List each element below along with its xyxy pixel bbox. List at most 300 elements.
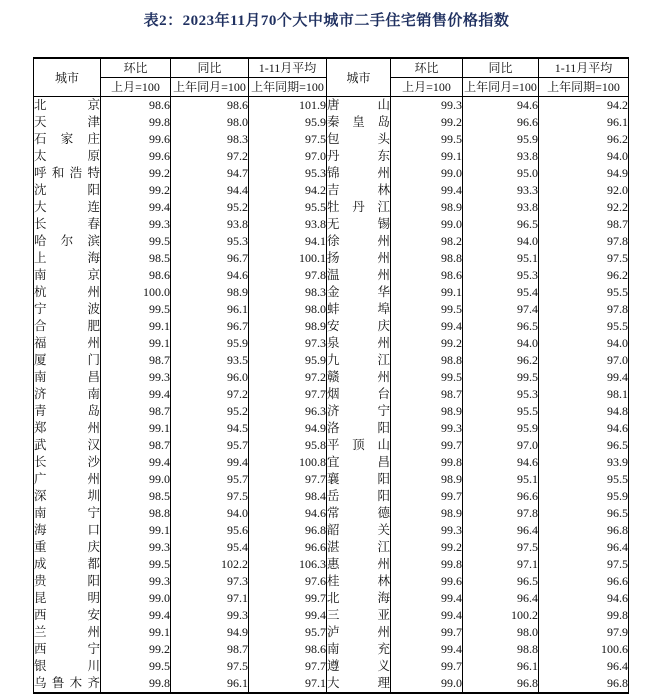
- city-cell: 天津: [34, 115, 100, 129]
- mom-cell: 99.2: [101, 165, 171, 182]
- avg-cell: 100.1: [249, 250, 327, 267]
- mom-cell: 99.5: [101, 301, 171, 318]
- avg-cell: 97.7: [249, 386, 327, 403]
- yoy-cell: 96.1: [171, 675, 249, 693]
- yoy-cell: 95.2: [171, 199, 249, 216]
- avg-cell: 94.9: [249, 420, 327, 437]
- yoy-cell: 96.7: [171, 250, 249, 267]
- table-row: [34, 437, 629, 454]
- mom-cell: 98.5: [101, 250, 171, 267]
- yoy-cell: 94.0: [463, 233, 539, 250]
- yoy-cell: 94.6: [463, 97, 539, 115]
- avg-cell: 101.9: [249, 97, 327, 115]
- city-cell: 韶关: [327, 523, 390, 537]
- yoy-cell: 95.2: [171, 403, 249, 420]
- table-row: [34, 624, 629, 641]
- city-cell: 岳阳: [327, 489, 390, 503]
- mom-cell: 98.8: [391, 352, 463, 369]
- yoy-cell: 94.7: [171, 165, 249, 182]
- city-cell: 深圳: [34, 489, 100, 503]
- avg-cell: 97.8: [249, 267, 327, 284]
- yoy-cell: 93.5: [171, 352, 249, 369]
- mom-cell: 99.4: [391, 182, 463, 199]
- city-cell: 海口: [34, 523, 100, 537]
- yoy-cell: 95.4: [463, 284, 539, 301]
- header-avg-left: 1-11月平均: [249, 58, 327, 78]
- mom-cell: 99.0: [101, 590, 171, 607]
- city-cell: 南宁: [34, 506, 100, 520]
- avg-cell: 94.0: [539, 148, 629, 165]
- yoy-cell: 97.2: [171, 386, 249, 403]
- avg-cell: 94.6: [539, 590, 629, 607]
- yoy-cell: 96.1: [463, 658, 539, 675]
- yoy-cell: 98.7: [171, 641, 249, 658]
- table-row: [34, 539, 629, 556]
- mom-cell: 99.3: [101, 539, 171, 556]
- avg-cell: 93.8: [249, 216, 327, 233]
- table-header: [34, 58, 629, 97]
- mom-cell: 98.8: [391, 250, 463, 267]
- mom-cell: 99.0: [391, 165, 463, 182]
- city-cell: 西宁: [34, 642, 100, 656]
- city-cell: 呼和浩特: [34, 166, 100, 180]
- city-cell: 宜昌: [327, 455, 390, 469]
- yoy-cell: 95.5: [463, 403, 539, 420]
- city-cell: 合肥: [34, 319, 100, 333]
- table-row: [34, 403, 629, 420]
- mom-cell: 99.6: [391, 573, 463, 590]
- avg-cell: 99.8: [539, 607, 629, 624]
- avg-cell: 95.3: [249, 165, 327, 182]
- header-city-right: 城市: [327, 58, 391, 97]
- avg-cell: 96.5: [539, 437, 629, 454]
- city-cell: 重庆: [34, 540, 100, 554]
- avg-cell: 97.7: [249, 471, 327, 488]
- yoy-cell: 95.0: [463, 165, 539, 182]
- city-cell: 成都: [34, 557, 100, 571]
- yoy-cell: 94.0: [171, 505, 249, 522]
- header-city-left: 城市: [34, 58, 101, 97]
- header-avg-base-left: 上年同期=100: [249, 78, 327, 97]
- city-cell: 包头: [327, 132, 390, 146]
- table-row: [34, 522, 629, 539]
- header-mom-left: 环比: [101, 58, 171, 78]
- city-cell: 秦皇岛: [327, 115, 390, 129]
- mom-cell: 99.0: [101, 471, 171, 488]
- mom-cell: 99.5: [101, 233, 171, 250]
- mom-cell: 98.9: [391, 403, 463, 420]
- avg-cell: 97.0: [539, 352, 629, 369]
- mom-cell: 99.4: [101, 199, 171, 216]
- mom-cell: 99.1: [391, 284, 463, 301]
- city-cell: 泉州: [327, 336, 390, 350]
- yoy-cell: 97.4: [463, 301, 539, 318]
- mom-cell: 99.7: [391, 624, 463, 641]
- table-row: [34, 301, 629, 318]
- mom-cell: 99.6: [101, 131, 171, 148]
- header-yoy-base-left: 上年同月=100: [171, 78, 249, 97]
- mom-cell: 99.0: [391, 216, 463, 233]
- avg-cell: 94.6: [249, 505, 327, 522]
- mom-cell: 99.1: [101, 335, 171, 352]
- mom-cell: 99.4: [101, 386, 171, 403]
- avg-cell: 95.5: [539, 284, 629, 301]
- avg-cell: 98.9: [249, 318, 327, 335]
- avg-cell: 96.8: [539, 675, 629, 693]
- yoy-cell: 93.8: [463, 148, 539, 165]
- avg-cell: 97.8: [539, 233, 629, 250]
- yoy-cell: 98.0: [463, 624, 539, 641]
- avg-cell: 100.6: [539, 641, 629, 658]
- city-cell: 上海: [34, 251, 100, 265]
- city-cell: 赣州: [327, 370, 390, 384]
- yoy-cell: 94.9: [171, 624, 249, 641]
- avg-cell: 96.2: [539, 131, 629, 148]
- yoy-cell: 96.5: [463, 216, 539, 233]
- mom-cell: 99.4: [101, 454, 171, 471]
- mom-cell: 99.5: [391, 301, 463, 318]
- header-row-main: [34, 58, 629, 78]
- yoy-cell: 102.2: [171, 556, 249, 573]
- avg-cell: 95.5: [539, 471, 629, 488]
- city-cell: 北海: [327, 591, 390, 605]
- avg-cell: 97.7: [249, 658, 327, 675]
- avg-cell: 97.2: [249, 369, 327, 386]
- table-row: [34, 250, 629, 267]
- avg-cell: 96.6: [249, 539, 327, 556]
- city-cell: 长春: [34, 217, 100, 231]
- yoy-cell: 97.5: [463, 539, 539, 556]
- yoy-cell: 99.3: [171, 607, 249, 624]
- mom-cell: 98.7: [391, 386, 463, 403]
- avg-cell: 94.1: [249, 233, 327, 250]
- table-row: [34, 97, 629, 115]
- table-row: [34, 420, 629, 437]
- mom-cell: 98.7: [101, 437, 171, 454]
- mom-cell: 98.7: [101, 352, 171, 369]
- avg-cell: 94.0: [539, 335, 629, 352]
- table-row: [34, 369, 629, 386]
- yoy-cell: 98.9: [171, 284, 249, 301]
- mom-cell: 99.1: [101, 420, 171, 437]
- avg-cell: 97.5: [539, 250, 629, 267]
- mom-cell: 99.3: [101, 216, 171, 233]
- header-mom-right: 环比: [391, 58, 463, 78]
- yoy-cell: 98.8: [463, 641, 539, 658]
- table-row: [34, 216, 629, 233]
- page-title: 表2：2023年11月70个大中城市二手住宅销售价格指数: [143, 13, 510, 29]
- mom-cell: 98.9: [391, 471, 463, 488]
- mom-cell: 98.9: [391, 505, 463, 522]
- city-cell: 贵阳: [34, 574, 100, 588]
- city-cell: 西安: [34, 608, 100, 622]
- mom-cell: 99.3: [391, 97, 463, 115]
- city-cell: 厦门: [34, 353, 100, 367]
- yoy-cell: 93.8: [463, 199, 539, 216]
- mom-cell: 98.6: [101, 97, 171, 115]
- yoy-cell: 95.9: [463, 131, 539, 148]
- yoy-cell: 95.7: [171, 437, 249, 454]
- city-cell: 牡丹江: [327, 200, 390, 214]
- avg-cell: 95.9: [539, 488, 629, 505]
- city-cell: 郑州: [34, 421, 100, 435]
- header-mom-base-left: 上月=100: [101, 78, 171, 97]
- yoy-cell: 95.9: [463, 420, 539, 437]
- avg-cell: 99.4: [249, 607, 327, 624]
- city-cell: 昆明: [34, 591, 100, 605]
- table-row: [34, 131, 629, 148]
- yoy-cell: 97.5: [171, 658, 249, 675]
- mom-cell: 99.3: [101, 369, 171, 386]
- avg-cell: 94.9: [539, 165, 629, 182]
- city-cell: 广州: [34, 472, 100, 486]
- city-cell: 太原: [34, 149, 100, 163]
- table-row: [34, 165, 629, 182]
- yoy-cell: 97.0: [463, 437, 539, 454]
- yoy-cell: 93.3: [463, 182, 539, 199]
- mom-cell: 98.7: [101, 403, 171, 420]
- city-cell: 唐山: [327, 98, 390, 112]
- mom-cell: 98.2: [391, 233, 463, 250]
- yoy-cell: 96.8: [463, 675, 539, 693]
- avg-cell: 96.6: [539, 573, 629, 590]
- avg-cell: 95.9: [249, 114, 327, 131]
- avg-cell: 97.6: [249, 573, 327, 590]
- avg-cell: 95.9: [249, 352, 327, 369]
- avg-cell: 100.8: [249, 454, 327, 471]
- avg-cell: 98.1: [539, 386, 629, 403]
- yoy-cell: 97.5: [171, 488, 249, 505]
- avg-cell: 97.5: [539, 556, 629, 573]
- city-cell: 济宁: [327, 404, 390, 418]
- mom-cell: 99.8: [391, 454, 463, 471]
- mom-cell: 99.8: [101, 114, 171, 131]
- avg-cell: 98.6: [249, 641, 327, 658]
- city-cell: 无锡: [327, 217, 390, 231]
- price-index-table: [33, 57, 629, 694]
- city-cell: 烟台: [327, 387, 390, 401]
- avg-cell: 106.3: [249, 556, 327, 573]
- city-cell: 哈尔滨: [34, 234, 100, 248]
- table-row: [34, 505, 629, 522]
- avg-cell: 94.2: [249, 182, 327, 199]
- city-cell: 石家庄: [34, 132, 100, 146]
- mom-cell: 99.1: [101, 624, 171, 641]
- mom-cell: 99.4: [391, 318, 463, 335]
- avg-cell: 92.0: [539, 182, 629, 199]
- city-cell: 沈阳: [34, 183, 100, 197]
- avg-cell: 95.8: [249, 437, 327, 454]
- city-cell: 青岛: [34, 404, 100, 418]
- city-cell: 徐州: [327, 234, 390, 248]
- table-row: [34, 658, 629, 675]
- city-cell: 南充: [327, 642, 390, 656]
- mom-cell: 99.6: [101, 148, 171, 165]
- mom-cell: 98.5: [101, 488, 171, 505]
- city-cell: 桂林: [327, 574, 390, 588]
- city-cell: 吉林: [327, 183, 390, 197]
- city-cell: 大连: [34, 200, 100, 214]
- table-row: [34, 454, 629, 471]
- yoy-cell: 97.1: [171, 590, 249, 607]
- table-row: [34, 488, 629, 505]
- mom-cell: 99.2: [101, 182, 171, 199]
- avg-cell: 97.9: [539, 624, 629, 641]
- city-cell: 常德: [327, 506, 390, 520]
- avg-cell: 98.4: [249, 488, 327, 505]
- table-row: [34, 267, 629, 284]
- avg-cell: 94.8: [539, 403, 629, 420]
- yoy-cell: 93.8: [171, 216, 249, 233]
- yoy-cell: 94.5: [171, 420, 249, 437]
- mom-cell: 99.1: [391, 148, 463, 165]
- city-cell: 惠州: [327, 557, 390, 571]
- table-row: [34, 233, 629, 250]
- mom-cell: 99.5: [101, 556, 171, 573]
- table-row: [34, 386, 629, 403]
- avg-cell: 97.8: [539, 301, 629, 318]
- avg-cell: 95.5: [539, 318, 629, 335]
- table-row: [34, 148, 629, 165]
- avg-cell: 98.0: [249, 301, 327, 318]
- yoy-cell: 94.0: [463, 335, 539, 352]
- table-row: [34, 352, 629, 369]
- yoy-cell: 96.1: [171, 301, 249, 318]
- table-row: [34, 284, 629, 301]
- mom-cell: 99.7: [391, 437, 463, 454]
- city-cell: 济南: [34, 387, 100, 401]
- avg-cell: 95.5: [249, 199, 327, 216]
- header-avg-base-right: 上年同期=100: [539, 78, 629, 97]
- city-cell: 银川: [34, 659, 100, 673]
- city-cell: 平顶山: [327, 438, 390, 452]
- table-row: [34, 182, 629, 199]
- city-cell: 北京: [34, 98, 100, 112]
- city-cell: 长沙: [34, 455, 100, 469]
- city-cell: 杭州: [34, 285, 100, 299]
- mom-cell: 99.8: [391, 556, 463, 573]
- avg-cell: 95.7: [249, 624, 327, 641]
- mom-cell: 99.2: [391, 539, 463, 556]
- table-row: [34, 590, 629, 607]
- city-cell: 丹东: [327, 149, 390, 163]
- yoy-cell: 95.9: [171, 335, 249, 352]
- yoy-cell: 97.2: [171, 148, 249, 165]
- yoy-cell: 99.4: [171, 454, 249, 471]
- city-cell: 大理: [327, 675, 391, 693]
- yoy-cell: 96.0: [171, 369, 249, 386]
- avg-cell: 96.8: [249, 522, 327, 539]
- yoy-cell: 95.3: [463, 386, 539, 403]
- city-cell: 蚌埠: [327, 302, 390, 316]
- yoy-cell: 98.0: [171, 114, 249, 131]
- mom-cell: 99.3: [391, 420, 463, 437]
- header-yoy-base-right: 上年同月=100: [463, 78, 539, 97]
- mom-cell: 99.5: [101, 658, 171, 675]
- city-cell: 兰州: [34, 625, 100, 639]
- avg-cell: 96.3: [249, 403, 327, 420]
- city-cell: 安庆: [327, 319, 390, 333]
- mom-cell: 99.0: [391, 675, 463, 693]
- city-cell: 扬州: [327, 251, 390, 265]
- table-row: [34, 114, 629, 131]
- table-row: [34, 641, 629, 658]
- yoy-cell: 97.1: [463, 556, 539, 573]
- avg-cell: 99.7: [249, 590, 327, 607]
- mom-cell: 100.0: [101, 284, 171, 301]
- mom-cell: 98.6: [101, 267, 171, 284]
- table-row: [34, 607, 629, 624]
- yoy-cell: 95.6: [171, 522, 249, 539]
- table-body: [34, 97, 629, 694]
- table-row: [34, 335, 629, 352]
- mom-cell: 99.5: [391, 131, 463, 148]
- mom-cell: 99.4: [391, 607, 463, 624]
- city-cell: 湛江: [327, 540, 390, 554]
- mom-cell: 98.8: [101, 505, 171, 522]
- avg-cell: 96.5: [539, 505, 629, 522]
- yoy-cell: 95.1: [463, 471, 539, 488]
- yoy-cell: 99.5: [463, 369, 539, 386]
- city-cell: 九江: [327, 353, 390, 367]
- city-cell: 南京: [34, 268, 100, 282]
- yoy-cell: 96.2: [463, 352, 539, 369]
- mom-cell: 98.6: [391, 267, 463, 284]
- mom-cell: 99.4: [101, 607, 171, 624]
- yoy-cell: 95.3: [171, 233, 249, 250]
- table-row: [34, 573, 629, 590]
- yoy-cell: 100.2: [463, 607, 539, 624]
- table-row: [34, 556, 629, 573]
- avg-cell: 94.2: [539, 97, 629, 115]
- yoy-cell: 96.7: [171, 318, 249, 335]
- city-cell: 金华: [327, 285, 390, 299]
- mom-cell: 99.3: [391, 522, 463, 539]
- avg-cell: 96.1: [539, 114, 629, 131]
- city-cell: 乌鲁木齐: [34, 675, 101, 693]
- mom-cell: 99.2: [101, 641, 171, 658]
- yoy-cell: 98.3: [171, 131, 249, 148]
- mom-cell: 99.5: [391, 369, 463, 386]
- yoy-cell: 97.3: [171, 573, 249, 590]
- mom-cell: 99.8: [101, 675, 171, 693]
- avg-cell: 96.2: [539, 267, 629, 284]
- avg-cell: 98.3: [249, 284, 327, 301]
- yoy-cell: 96.5: [463, 573, 539, 590]
- yoy-cell: 96.5: [463, 318, 539, 335]
- yoy-cell: 95.7: [171, 471, 249, 488]
- city-cell: 泸州: [327, 625, 390, 639]
- header-yoy-right: 同比: [463, 58, 539, 78]
- city-cell: 洛阳: [327, 421, 390, 435]
- avg-cell: 92.2: [539, 199, 629, 216]
- yoy-cell: 94.6: [171, 267, 249, 284]
- city-cell: 襄阳: [327, 472, 390, 486]
- mom-cell: 99.1: [101, 318, 171, 335]
- mom-cell: 99.2: [391, 335, 463, 352]
- yoy-cell: 96.6: [463, 114, 539, 131]
- yoy-cell: 96.4: [463, 590, 539, 607]
- avg-cell: 96.8: [539, 522, 629, 539]
- avg-cell: 96.4: [539, 658, 629, 675]
- city-cell: 温州: [327, 268, 390, 282]
- mom-cell: 99.7: [391, 488, 463, 505]
- table-row: [34, 318, 629, 335]
- city-cell: 宁波: [34, 302, 100, 316]
- yoy-cell: 97.8: [463, 505, 539, 522]
- table-row: [34, 471, 629, 488]
- mom-cell: 99.7: [391, 658, 463, 675]
